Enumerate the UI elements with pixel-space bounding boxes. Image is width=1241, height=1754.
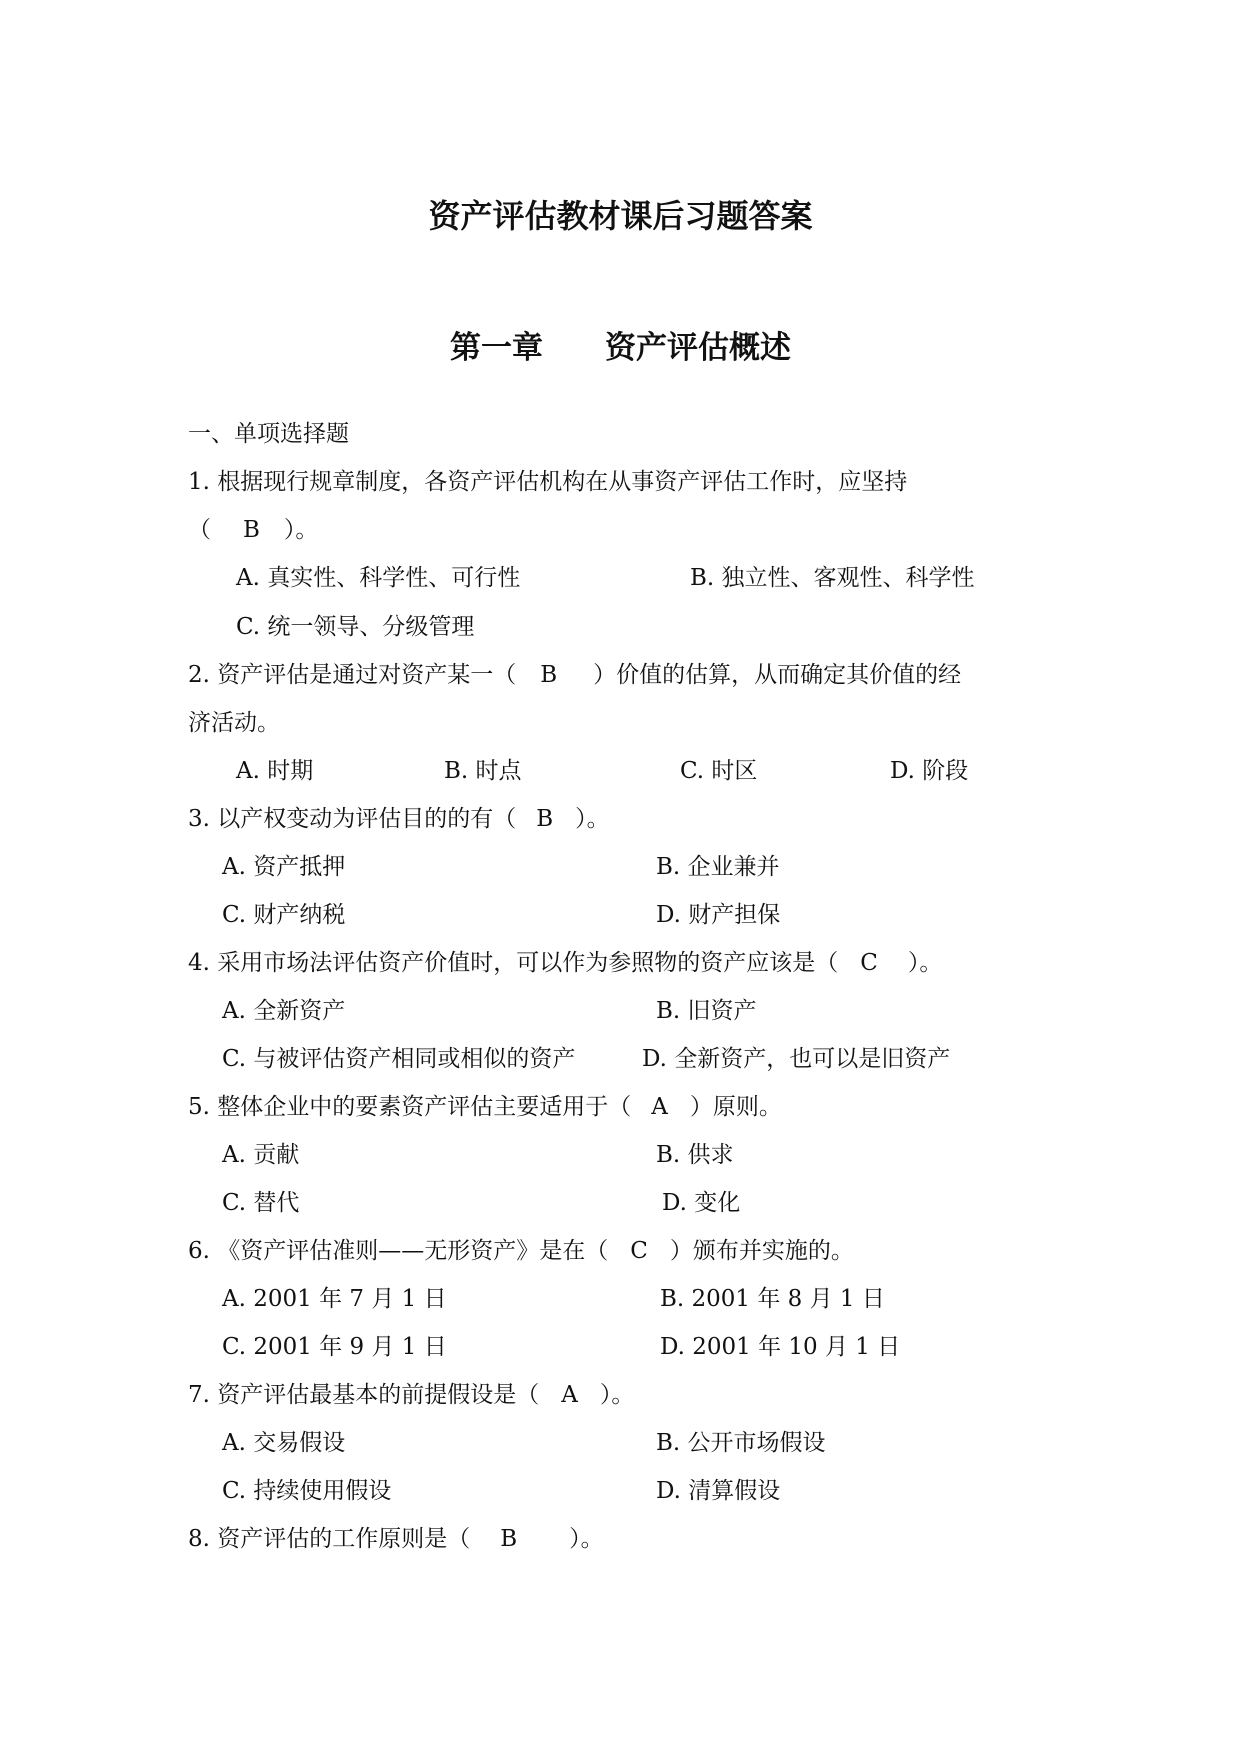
question-3-option-d: D. 财产担保 bbox=[656, 902, 781, 928]
question-8-stem: 8. 资产评估的工作原则是（ B ）。 bbox=[188, 1523, 604, 1555]
question-4-option-b: B. 旧资产 bbox=[656, 998, 757, 1024]
question-4-option-a: A. 全新资产 bbox=[222, 998, 346, 1024]
question-7-answer: A bbox=[561, 1382, 578, 1408]
question-3-answer: B bbox=[536, 806, 554, 832]
question-4-stem: 4. 采用市场法评估资产价值时，可以作为参照物的资产应该是（ C ）。 bbox=[188, 947, 942, 979]
question-2-answer: B bbox=[540, 662, 558, 688]
question-1-stem: 1. 根据现行规章制度，各资产评估机构在从事资产评估工作时，应坚持 bbox=[188, 469, 908, 495]
question-4-answer: C bbox=[860, 950, 878, 976]
question-1-stem-cont: （ B ）。 bbox=[188, 514, 318, 546]
question-7-option-c: C. 持续使用假设 bbox=[222, 1478, 392, 1504]
question-1-option-a: A. 真实性、科学性、可行性 bbox=[236, 565, 521, 591]
question-6-option-c: C. 2001 年 9 月 1 日 bbox=[222, 1334, 447, 1360]
question-6-option-d: D. 2001 年 10 月 1 日 bbox=[660, 1334, 901, 1360]
question-2-option-c: C. 时区 bbox=[680, 758, 758, 784]
question-2-option-b: B. 时点 bbox=[444, 758, 522, 784]
question-8-answer: B bbox=[500, 1526, 518, 1552]
question-6-option-b: B. 2001 年 8 月 1 日 bbox=[660, 1286, 885, 1312]
question-7-option-b: B. 公开市场假设 bbox=[656, 1430, 826, 1456]
document-title: 资产评估教材课后习题答案 bbox=[428, 197, 813, 235]
question-2-option-d: D. 阶段 bbox=[890, 758, 969, 784]
question-1-option-b: B. 独立性、客观性、科学性 bbox=[690, 565, 975, 591]
question-3-option-b: B. 企业兼并 bbox=[656, 854, 780, 880]
question-3-option-c: C. 财产纳税 bbox=[222, 902, 346, 928]
question-6-option-a: A. 2001 年 7 月 1 日 bbox=[222, 1286, 447, 1312]
question-7-option-d: D. 清算假设 bbox=[656, 1478, 781, 1504]
question-4-option-d: D. 全新资产，也可以是旧资产 bbox=[642, 1046, 951, 1072]
question-3-option-a: A. 资产抵押 bbox=[222, 854, 346, 880]
question-2-option-a: A. 时期 bbox=[236, 758, 314, 784]
question-3-stem: 3. 以产权变动为评估目的的有（ B ）。 bbox=[188, 803, 610, 835]
question-7-option-a: A. 交易假设 bbox=[222, 1430, 346, 1456]
question-5-stem: 5. 整体企业中的要素资产评估主要适用于（ A ）原则。 bbox=[188, 1091, 782, 1123]
question-4-option-c: C. 与被评估资产相同或相似的资产 bbox=[222, 1046, 576, 1072]
question-5-answer: A bbox=[651, 1094, 668, 1120]
question-2-stem-cont: 济活动。 bbox=[188, 710, 280, 736]
question-1-answer: B bbox=[243, 517, 260, 543]
chapter-title: 第一章 资产评估概述 bbox=[450, 330, 791, 366]
question-5-option-c: C. 替代 bbox=[222, 1190, 300, 1216]
question-5-option-b: B. 供求 bbox=[656, 1142, 734, 1168]
question-6-answer: C bbox=[630, 1238, 648, 1264]
section-heading: 一、单项选择题 bbox=[188, 421, 349, 447]
question-2-stem: 2. 资产评估是通过对资产某一（ B ）价值的估算，从而确定其价值的经 bbox=[188, 659, 961, 691]
question-6-stem: 6. 《资产评估准则——无形资产》是在（ C ）颁布并实施的。 bbox=[188, 1235, 854, 1267]
question-5-option-a: A. 贡献 bbox=[222, 1142, 300, 1168]
question-7-stem: 7. 资产评估最基本的前提假设是（ A ）。 bbox=[188, 1379, 634, 1411]
question-5-option-d: D. 变化 bbox=[662, 1190, 741, 1216]
question-1-option-c: C. 统一领导、分级管理 bbox=[236, 614, 475, 640]
